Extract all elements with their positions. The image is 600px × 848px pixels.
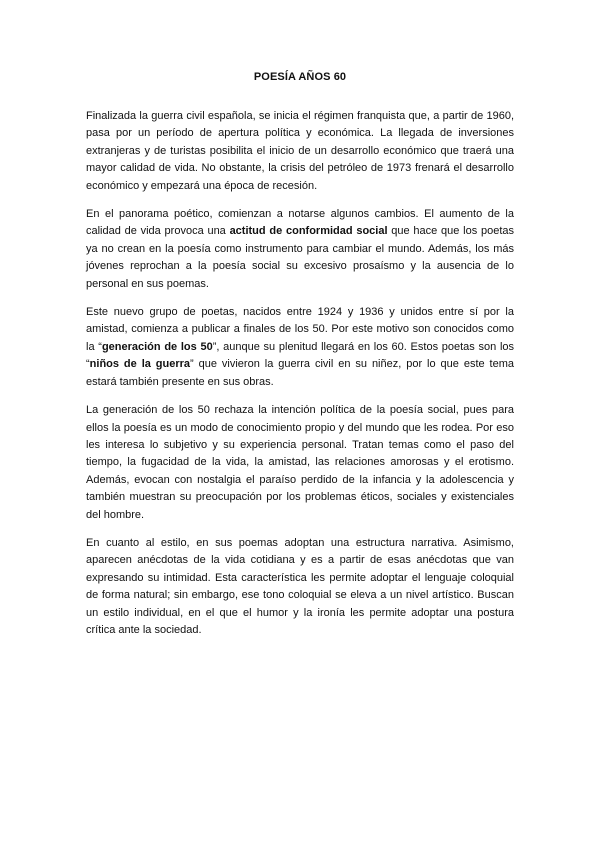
paragraph-2 bbox=[86, 206, 514, 293]
paragraph-text: La generación de los 50 rechaza la intención política de la poesía social, pues para ellos la poesía es un modo de conocimiento propio y del mundo que les rodea. Por eso les interesa lo subjetivo y su experiencia personal. Tratan temas como el paso del tiempo, la fugacidad de la vida, la amistad, las relaciones amorosas y el erotismo. Además, evocan con nostalgia el paraíso perdido de la infancia y la adolescencia y también muestran su preocupación por los problemas éticos, sociales y existenciales del hombre. bbox=[86, 404, 514, 521]
paragraph-4 bbox=[86, 402, 514, 524]
document-title: POESÍA AÑOS 60 bbox=[253, 71, 347, 83]
paragraph-text: En el panorama poético, comienzan a notarse algunos cambios. El aumento de la calidad de vida provoca una bbox=[86, 208, 514, 238]
paragraph-text: que hace que los poetas ya no crean en la poesía como instrumento para cambiar el mundo. Además, los más jóvenes reprochan a la poesía social su excesivo prosaísmo y la ausencia de lo personal en sus poemas. bbox=[86, 225, 514, 290]
document-body bbox=[86, 108, 514, 650]
paragraph-1 bbox=[86, 108, 514, 195]
bold-phrase: niños de la guerra bbox=[89, 358, 191, 371]
paragraph-text: En cuanto al estilo, en sus poemas adoptan una estructura narrativa. Asimismo, aparecen anécdotas de la vida cotidiana y es a partir de esas anécdotas que van expresando su intimidad. Esta característica les permite adoptar el lenguaje coloquial de forma natural; sin embargo, ese tono coloquial se eleva a un nivel artístico. Buscan un estilo individual, en el que el humor y la ironía les permite adoptar una postura crítica ante la sociedad. bbox=[86, 536, 514, 636]
paragraph-text: Finalizada la guerra civil española, se inicia el régimen franquista que, a partir de 1960, pasa por un período de apertura política y económica. La llegada de inversiones extranjeras y de turistas posibilita el inicio de un desarrollo económico que traerá una mayor calidad de vida. No obstante, la crisis del petróleo de 1973 frenará el desarrollo económico y empezará una época de recesión. bbox=[86, 110, 514, 192]
paragraph-3 bbox=[86, 304, 514, 391]
paragraph-5 bbox=[86, 535, 514, 639]
paragraph-text: ”, aunque su plenitud llegará en los 60. Estos poetas son los “ bbox=[86, 340, 515, 371]
paragraph-text: ” que vivieron la guerra civil en su niñez, por lo que este tema estará también presente en sus obras. bbox=[86, 358, 515, 388]
paragraph-text: Este nuevo grupo de poetas, nacidos entre 1924 y 1936 y unidos entre sí por la amistad, comienza a publicar a finales de los 50. Por este motivo son conocidos como la “ bbox=[86, 306, 514, 353]
bold-phrase: actitud de conformidad social bbox=[229, 225, 388, 238]
bold-phrase: generación de los 50 bbox=[101, 340, 213, 353]
